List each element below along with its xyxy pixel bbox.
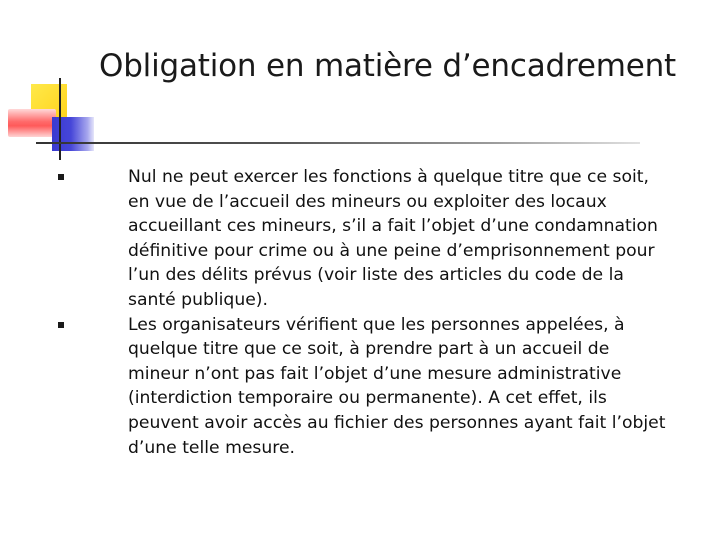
logo-vertical-line xyxy=(59,78,61,160)
slide-title: Obligation en matière d’encadrement xyxy=(99,48,676,84)
bullet-list xyxy=(58,165,698,460)
list-item xyxy=(58,313,668,461)
bullet-text: Les organisateurs vérifient que les personnes appelées, à quelque titre que ce soit, à prendre part à un accueil de mineur n’ont pas fait l’objet d’une mesure administrative (interdiction temporaire ou permanente). A cet effet, ils peuvent avoir accès au fichier des personnes ayant fait l’objet d’une telle mesure. xyxy=(128,314,666,458)
list-item xyxy=(58,165,668,313)
logo-red-bar xyxy=(8,109,56,137)
title-underline xyxy=(36,142,640,144)
square-bullet-icon xyxy=(58,174,64,180)
square-bullet-icon xyxy=(58,322,64,328)
bullet-text: Nul ne peut exercer les fonctions à quelque titre que ce soit, en vue de l’accueil des mineurs ou exploiter des locaux accueillant ces mineurs, s’il a fait l’objet d’une condamnation définitive pour crime ou à une peine d’emprisonnement pour l’un des délits prévus (voir liste des articles du code de la santé publique). xyxy=(128,167,658,310)
